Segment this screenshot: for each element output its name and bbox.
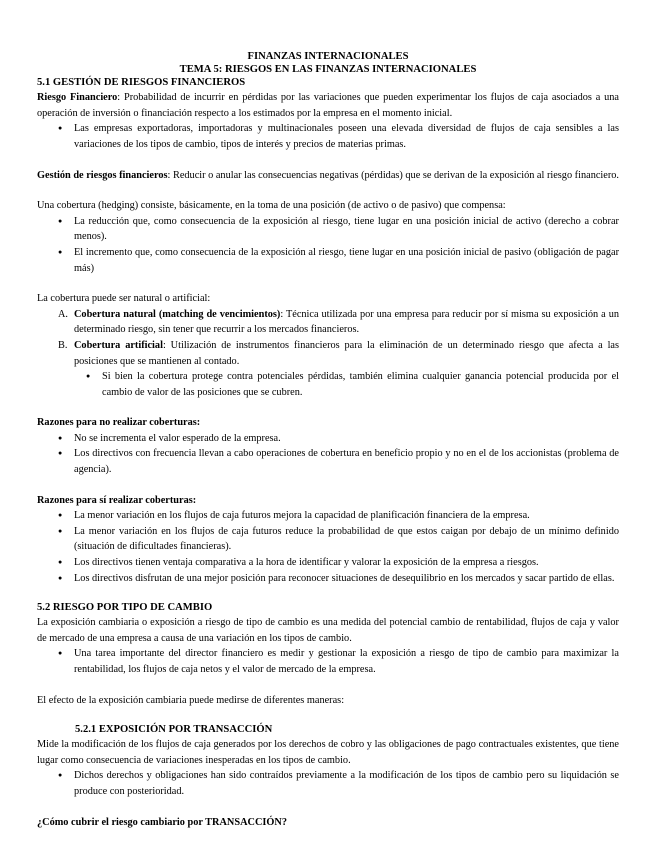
razones-no-heading: Razones para no realizar coberturas: bbox=[37, 417, 201, 429]
subsection-text: Mide la modificación de los flujos de caja generados por los derechos de cobro y las obligaciones de pago contractuales existentes, que tiene lugar como consecuencia de variaciones inesperadas en los tipos de cambio. bbox=[37, 739, 619, 766]
tipos-cobertura-intro: La cobertura puede ser natural o artificial: bbox=[37, 293, 211, 305]
cobertura-natural-text: : Técnica utilizada por una empresa para reducir por sí misma su exposición a un determinado riesgo, sin tener que recurrir a los mercados financieros. bbox=[74, 308, 620, 336]
list-marker: B. bbox=[58, 339, 68, 351]
list-item: ● Si bien la cobertura protege contra potenciales pérdidas, también elimina cualquier ganancia potencial producida por el cambio de valor de las posiciones que se cubren. bbox=[74, 369, 619, 400]
list-item: ● Los directivos tienen ventaja comparativa a la hora de identificar y valorar la exposición de la empresa a riesgos. bbox=[37, 555, 619, 571]
list-item: ● El incremento que, como consecuencia de la exposición al riesgo, tiene lugar en una posición inicial de pasivo (obligación de pagar más) bbox=[37, 245, 619, 276]
riesgo-financiero-list bbox=[37, 121, 619, 152]
list-item: ● Los directivos disfrutan de una mejor posición para reconocer situaciones de desequilibrio en los mercados y sacar partido de ellas. bbox=[37, 571, 619, 587]
list-item: ● La menor variación en los flujos de caja futuros reduce la probabilidad de que estos caigan por debajo de un mínimo definido (situación de dificultades financieras). bbox=[37, 524, 619, 555]
list-item: ● No se incrementa el valor esperado de la empresa. bbox=[37, 431, 619, 447]
section-1-heading: 5.1 GESTIÓN DE RIESGOS FINANCIEROS bbox=[37, 77, 246, 89]
razones-si-heading: Razones para sí realizar coberturas: bbox=[37, 494, 197, 506]
cobertura-artificial-sublist bbox=[74, 369, 619, 400]
tipos-cobertura-list bbox=[37, 307, 619, 401]
riesgo-financiero-text: : Probabilidad de incurrir en pérdidas por las variaciones que pueden experimentar los flujos de caja asociados a una operación de inversión o financiación respecto a los estimados por la empresa en el momento inicial. bbox=[37, 92, 619, 119]
riesgo-financiero-definition bbox=[37, 90, 619, 121]
gestion-text: : Reducir o anular las consecuencias negativas (pérdidas) que se derivan de la exposición al riesgo financiero. bbox=[167, 169, 619, 181]
cobertura-intro: Una cobertura (hedging) consiste, básicamente, en la toma de una posición (de activo o de pasivo) que compensa: bbox=[37, 200, 506, 212]
gestion-definition bbox=[37, 168, 619, 184]
list-marker: A. bbox=[58, 308, 69, 320]
document-title: FINANZAS INTERNACIONALES bbox=[247, 51, 409, 62]
list-item: ● Las empresas exportadoras, importadoras y multinacionales poseen una elevada diversidad de flujos de caja sensibles a las variaciones de los tipos de cambio, tipos de interés y precios de materias primas. bbox=[37, 121, 619, 152]
document-subtitle: TEMA 5: RIESGOS EN LAS FINANZAS INTERNACIONALES bbox=[179, 63, 477, 75]
cobertura-artificial-text: : Utilización de instrumentos financieros para la eliminación de un determinado riesgo que afecta a las posiciones que se mantienen al contado. bbox=[74, 339, 620, 367]
cobertura-list bbox=[37, 214, 619, 276]
list-item: ● Una tarea importante del director financiero es medir y gestionar la exposición a riesgo de tipo de cambio para maximizar la rentabilidad, los flujos de caja netos y el valor de mercado de la empresa. bbox=[37, 646, 619, 677]
list-item: ● Los directivos con frecuencia llevan a cabo operaciones de cobertura en beneficio propio y no en el de los accionistas (problema de agencia). bbox=[37, 446, 619, 477]
riesgo-financiero-label: Riesgo Financiero bbox=[37, 92, 118, 104]
list-item: ● Dichos derechos y obligaciones han sido contraídos previamente a la modificación de los tipos de cambio pero su liquidación se produce con posterioridad. bbox=[37, 768, 619, 799]
cobertura-artificial-label: Cobertura artificial bbox=[74, 339, 163, 351]
list-item: ● La reducción que, como consecuencia de la exposición al riesgo, tiene lugar en una posición inicial de activo (derecho a cobrar menos). bbox=[37, 214, 619, 245]
razones-si-list bbox=[37, 508, 619, 586]
cobertura-natural-label: Cobertura natural (matching de vencimientos) bbox=[74, 308, 281, 320]
section-2-intro: La exposición cambiaria o exposición a riesgo de tipo de cambio es una medida del potencial cambio de rentabilidad, flujos de caja y valor de mercado de una empresa a causa de una variación en los tipos de cambio. bbox=[37, 617, 619, 644]
list-item: ● La menor variación en los flujos de caja futuros mejora la capacidad de planificación financiera de la empresa. bbox=[37, 508, 619, 524]
list-item bbox=[37, 307, 619, 338]
list-item bbox=[37, 338, 619, 400]
subsection-heading: 5.2.1 EXPOSICIÓN POR TRANSACCIÓN bbox=[75, 724, 273, 736]
section-2-heading: 5.2 RIESGO POR TIPO DE CAMBIO bbox=[37, 602, 213, 614]
subsection-list bbox=[37, 768, 619, 799]
transaction-question: ¿Cómo cubrir el riesgo cambiario por TRANSACCIÓN? bbox=[37, 816, 287, 828]
gestion-label: Gestión de riesgos financieros bbox=[37, 169, 168, 181]
section-2-list bbox=[37, 646, 619, 677]
razones-no-list bbox=[37, 431, 619, 478]
efecto-text: El efecto de la exposición cambiaria puede medirse de diferentes maneras: bbox=[37, 694, 345, 706]
